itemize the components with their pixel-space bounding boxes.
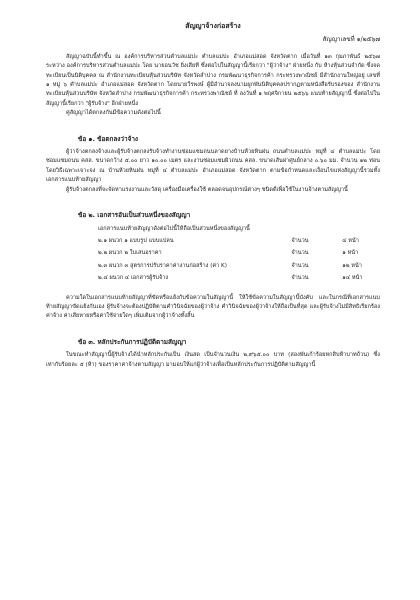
section1-paragraph2: ผู้รับจ้างตกลงที่จะจัดหาแรงงานและวัสดุ เครื่องมือเครื่องใช้ ตลอดจนอุปกรณ์ต่างๆ ชนิดดีเพื่อใช้ในงานจ้างตามสัญญานี้: [66, 186, 348, 193]
attachment-amount: จำนวน: [291, 262, 309, 269]
section1-paragraph1: ผู้ว่าจ้างตกลงจ้างและผู้รับจ้างตกลงรับจ้างทำงานซ่อมแซมถนนลาดยางบ้านห้วยหินฝน ถนนตำบลแม่ปะ หมู่ที่ ๔ ตำบลแม่ปะ โดยซ่อมแซมถนน คสล. ขนาดกว้าง ๕.๐๐ ยาว ๑๐.๐๐ เมตร และงานซ่อมแซมผิวถนน คสล. ขนาดเส้นผ่าศูนย์กลาง ๐.๖๐ มม. จำนวน ๑๒ ท่อน โดยวิธีเฉพาะเจาะจง ณ บ้านห้วยหินฝน หมู่ที่ ๔ ตำบลแม่ปะ อำเภอแม่สอด จังหวัดตาก ตามข้อกำหนดและเงื่อนไขแห่งสัญญานี้รวมทั้งเอกสารแนบท้ายสัญญา: [46, 149, 380, 184]
section3-paragraph: ในขณะทำสัญญานี้ผู้รับจ้างได้นำหลักประกันเป็น เงินสด เป็นจำนวนเงิน ๒,๙๖๕.๐๐ บาท (สองพันเก้าร้อยหกสิบห้าบาทถ้วน) ซึ่งเท่ากับร้อยละ ๕ (ห้า) ของราคาค่าจ้างตามสัญญา มามอบให้แก่ผู้ว่าจ้างเพื่อเป็นหลักประกันการปฏิบัติตามสัญญานี้: [46, 352, 380, 368]
attachment-label: ๒.๔ ผนวก ๔ เอกสารผู้รับจ้าง: [98, 275, 169, 282]
contract-number: สัญญาเลขที่ ๑/๒๕๖๗: [322, 36, 380, 44]
section1-heading: ข้อ ๑. ข้อตกลงว่าจ้าง: [78, 134, 139, 143]
section2-intro: เอกสารแนบท้ายสัญญาดังต่อไปนี้ให้ถือเป็นส่วนหนึ่งของสัญญานี้: [98, 225, 250, 232]
document-title: สัญญาจ้างก่อสร้าง: [185, 22, 241, 30]
opening-paragraph: สัญญาฉบับนี้ทำขึ้น ณ องค์การบริหารส่วนตำบลแม่ปะ ตำบลแม่ปะ อำเภอแม่สอด จังหวัดตาก เมื่อวันที่ ๑๓ กุมภาพันธ์ ๒๕๖๗ ระหว่าง องค์การบริหารส่วนตำบลแม่ปะ โดย นายอนวัช ยิ่งเสียที ซึ่งต่อไปในสัญญานี้เรียกว่า "ผู้ว่าจ้าง" ฝ่ายหนึ่ง กับ ห้างหุ้นส่วนจำกัด ซึ่งจดทะเบียนเป็นนิติบุคคล ณ สำนักงานทะเบียนหุ้นส่วนบริษัท จังหวัดลำปาง กรมพัฒนาธุรกิจการค้า กระทรวงพาณิชย์ มีสำนักงานใหญ่อยู่ เลขที่ ๑ หมู่ ๖ ตำบลแม่ปะ อำเภอแม่สอด จังหวัดตาก โดยนายวีรพงษ์ ผู้มีอำนาจลงนามผูกพันนิติบุคคลปรากฏตามหนังสือรับรองของ สำนักงานทะเบียนหุ้นส่วนบริษัท จังหวัดลำปาง กรมพัฒนาธุรกิจการค้า กระทรวงพาณิชย์ ที่ ลงวันที่ ๑ พฤศจิกายน ๒๕๖๖ แนบท้ายสัญญานี้ ซึ่งต่อไปในสัญญานี้เรียกว่า "ผู้รับจ้าง" อีกฝ่ายหนึ่ง: [46, 53, 380, 107]
attachment-pages: ๑ หน้า: [342, 250, 359, 257]
attachment-label: ๒.๒ ผนวก ๒ ใบเสนอราคา: [98, 250, 162, 257]
attachment-row: [98, 274, 380, 283]
attachment-label: ๒.๑ ผนวก ๑ แบบรูป แบบแปลน: [98, 237, 174, 244]
section3-heading: ข้อ ๓. หลักประกันการปฏิบัติตามสัญญา: [78, 337, 187, 346]
attachment-pages: ๑๔ หน้า: [342, 275, 363, 282]
attachment-row: [98, 237, 380, 246]
section2-paragraph: ความใดในเอกสารแนบท้ายสัญญาที่ขัดหรือแย้งกับข้อความในสัญญานี้ ให้ใช้ข้อความในสัญญานี้บังคับ และในกรณีที่เอกสารแนบท้ายสัญญาขัดแย้งกันเอง ผู้รับจ้างจะต้องปฏิบัติตามคำวินิจฉัยของผู้ว่าจ้าง คำวินิจฉัยของผู้ว่าจ้างให้ถือเป็นที่สุด และผู้รับจ้างไม่มีสิทธิเรียกร้องค่าจ้าง ค่าเสียหายหรือค่าใช้จ่ายใดๆ เพิ่มเติมจากผู้ว่าจ้างทั้งสิ้น: [46, 294, 380, 320]
section2-heading: ข้อ ๒. เอกสารอันเป็นส่วนหนึ่งของสัญญา: [78, 211, 191, 220]
agreement-line: คู่สัญญาได้ตกลงกันมีข้อความดังต่อไปนี้: [66, 110, 161, 117]
attachment-pages: ๑๒ หน้า: [342, 262, 362, 269]
attachment-row: [98, 249, 380, 258]
attachment-amount: จำนวน: [291, 250, 309, 257]
attachment-amount: จำนวน: [291, 275, 309, 282]
attachment-amount: จำนวน: [291, 237, 309, 244]
attachment-row: [98, 262, 380, 271]
attachment-label: ๒.๓ ผนวก ๓ สูตรการปรับราคาค่างานก่อสร้าง (ค่า K): [98, 262, 227, 269]
attachment-pages: ๔ หน้า: [342, 237, 359, 244]
